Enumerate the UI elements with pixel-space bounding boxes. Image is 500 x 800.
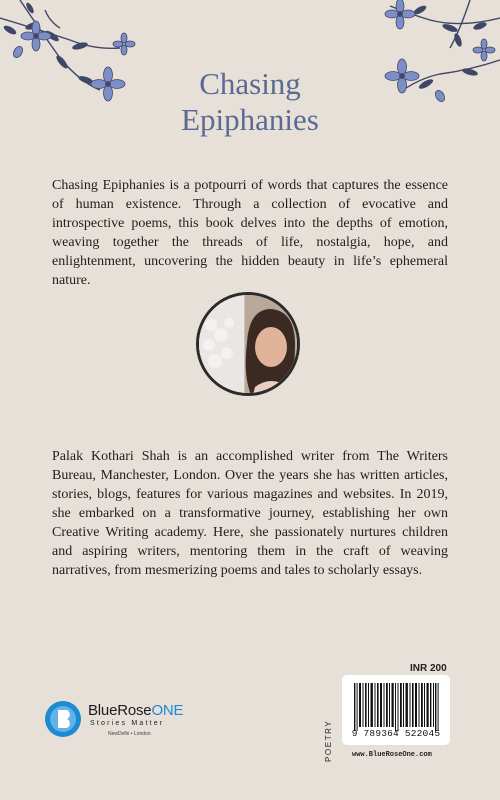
author-portrait (196, 292, 300, 396)
isbn-barcode (342, 675, 450, 745)
price-label: INR 200 (410, 663, 447, 674)
isbn-digits: 9 789364 522045 (351, 728, 441, 739)
publisher-emblem-icon (44, 700, 82, 738)
book-title (0, 66, 500, 138)
publisher-website[interactable]: www.BlueRoseOne.com (352, 751, 432, 759)
publisher-name: BlueRoseONE (88, 702, 184, 719)
author-bio: Palak Kothari Shah is an accomplished writer from The Writers Bureau, Manchester, London. Over the years she has written articles, stories, blogs, features for various magazines and websites. In 2019, she embarked on a transformative journey, establishing her own Creative Writing academy. Here, she passionately nurtures children and aspiring writers, mentoring them in the craft of weaving narratives, from mesmerizing poems and tales to scholarly essays. (52, 449, 448, 578)
book-blurb: Chasing Epiphanies is a potpourri of words that captures the essence of human existence. Through a collection of evocative and introspective poems, this book delves into the depths of emotion, weaving together the threads of life, nostalgia, hope, and enlightenment, uncovering the hidden beauty in life’s ephemeral nature. (52, 178, 448, 288)
genre-label: POETRY (324, 719, 333, 762)
publisher-logo (44, 700, 224, 746)
publisher-cities: NewDelhi • London (108, 731, 151, 737)
book-title-line2: Epiphanies (181, 102, 319, 137)
publisher-tagline: Stories Matter (90, 720, 165, 727)
book-title-line1: Chasing (199, 66, 301, 101)
